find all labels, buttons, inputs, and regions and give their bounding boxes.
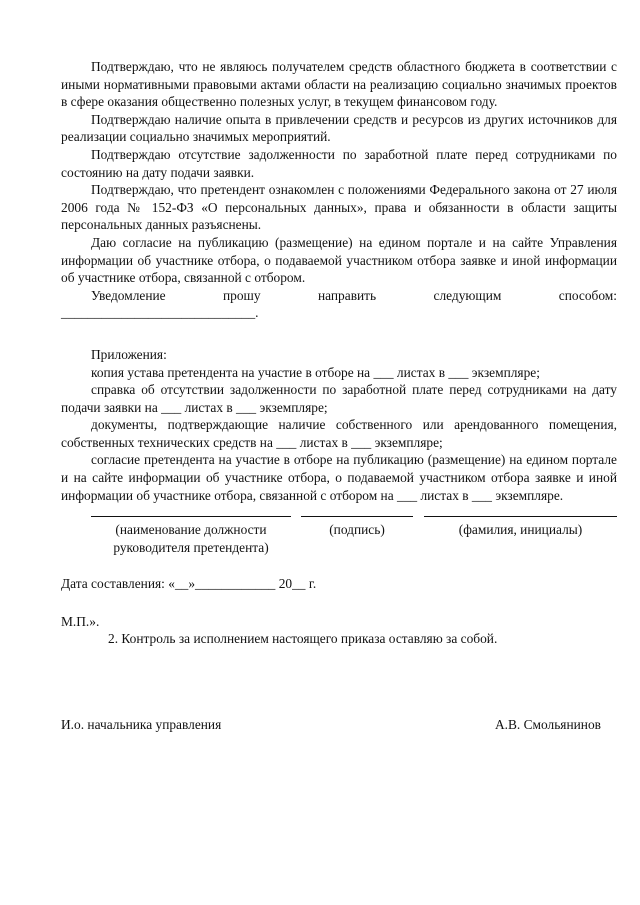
attachment-item: копия устава претендента на участие в отборе на ___ листах в ___ экземпляре; [91, 364, 540, 380]
paragraph-publication-consent: Даю согласие на публикацию (размещение) на едином портале и на сайте Управления информации об участнике отбора, о подаваемой участником отбора заявке и иной информации об участнике отбора, связанной с отбором. [61, 234, 617, 286]
paragraph-salary-debt: Подтверждаю отсутствие задолженности по заработной плате перед сотрудниками по состоянию на дату подачи заявки. [61, 146, 617, 180]
name-line [424, 516, 617, 517]
stamp-line: М.П.». [61, 613, 100, 629]
attachment-item: согласие претендента на участие в отборе на публикацию (размещение) на едином портале и на сайте информации об участнике отбора, о подаваемой участником отбора заявке и иной информации об участнике отбора, связанной с отбором на ___ листах в ___ экземпляре. [61, 452, 617, 503]
document-body [61, 58, 617, 648]
signer-name: А.В. Смольянинов [494, 717, 601, 732]
signature-line [301, 516, 413, 517]
signature-caption: (подпись) [329, 522, 385, 538]
control-line: 2. Контроль за исполнением настоящего приказа оставляю за собой. [108, 631, 498, 647]
paragraph-budget: Подтверждаю, что не являюсь получателем средств областного бюджета в соответствии с иными нормативными правовыми актами области на реализацию социально значимых проектов в сфере оказания общественно полезных услуг, в текущем финансовом году. [61, 59, 617, 110]
attachments-title: Приложения: [91, 346, 167, 362]
notification-line: Уведомление прошу направить следующим способом: [91, 287, 617, 303]
signature-lines [61, 504, 617, 521]
position-caption: (наименование должности руководителя претендента) [113, 522, 269, 555]
paragraph-personal-data: Подтверждаю, что претендент ознакомлен с положениями Федерального закона от 27 июля 2006 года № 152-ФЗ «О персональных данных», права и обязанности в области защиты персональных данных разъяснены. [61, 182, 617, 233]
date-line: Дата составления: «__»____________ 20__ г. [61, 576, 317, 592]
position-line [91, 516, 291, 517]
attachment-item: документы, подтверждающие наличие собственного или арендованного помещения, собственных технических средств на ___ листах в ___ экземпляре; [61, 417, 617, 450]
name-caption: (фамилия, инициалы) [458, 522, 583, 538]
attachment-item: справка об отсутствии задолженности по заработной плате перед сотрудниками на дату подачи заявки на ___ листах в ___ экземпляре; [61, 382, 617, 415]
notification-blank: _____________________________. [61, 305, 259, 321]
paragraph-experience: Подтверждаю наличие опыта в привлечении средств и ресурсов из других источников для реализации социально значимых мероприятий. [61, 111, 617, 145]
signature-captions [61, 521, 617, 561]
signer-position: И.о. начальника управления [61, 717, 222, 732]
